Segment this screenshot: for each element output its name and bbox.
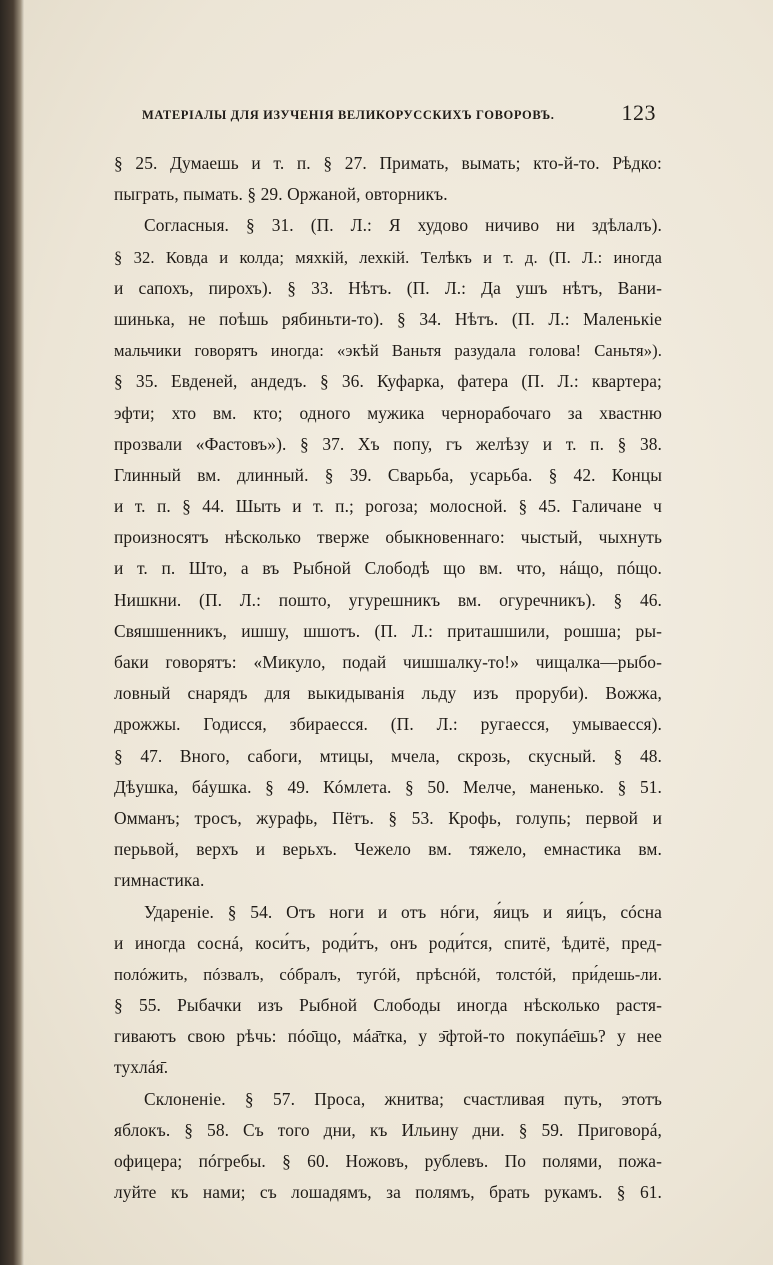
text-line: мальчики говорятъ иногда: «экѣй Ваньтя разудала голова! Саньтя»).	[114, 341, 662, 361]
text-line: Согласныя. § 31. (П. Л.: Я худово ничиво ни здѣлалъ).	[144, 215, 662, 236]
text-line: луйте къ нами; съ лошадямъ, за полямъ, брать рукамъ. § 61.	[114, 1182, 662, 1203]
text-line: тухлáя̄.	[114, 1057, 169, 1078]
text-line: яблокъ. § 58. Съ того дни, къ Ильину дни. § 59. Приговорá,	[114, 1119, 662, 1140]
text-line: Склоненіе. § 57. Проса, жнитва; счастливая путь, этотъ	[144, 1088, 662, 1109]
text-line: шинька, не поѣшь рябиньти-то). § 34. Нѣтъ. (П. Л.: Маленькіе	[114, 308, 662, 329]
page-number: 123	[621, 100, 656, 125]
text-line: Свяшшенникъ, ишшу, шшотъ. (П. Л.: приташшили, рошша; ры-	[114, 620, 662, 641]
text-line: ловный снарядъ для выкидыванія льду изъ проруби). Вожжа,	[114, 683, 662, 704]
text-line: прозвали «Фастовъ»). § 37. Хъ попу, гъ желѣзу и т. п. § 38.	[114, 433, 662, 454]
text-line: § 25. Думаешь и т. п. § 27. Примать, вымать; кто-й-то. Рѣдко:	[114, 153, 662, 173]
text-line: офицера; пóгребы. § 60. Ножовъ, рублевъ. По полями, пожа-	[114, 1151, 662, 1171]
body-text	[114, 148, 662, 1208]
text-line: Нишкни. (П. Л.: пошто, угурешникъ вм. огуречникъ). § 46.	[114, 589, 662, 610]
book-spine-shadow	[0, 0, 24, 1265]
text-line: § 32. Ковда и колда; мяхкій, лехкій. Телѣкъ и т. д. (П. Л.: иногда	[114, 247, 662, 267]
text-line: § 47. Вного, сабоги, мтицы, мчела, скрозь, скусный. § 48.	[114, 745, 662, 766]
text-line: Дѣушка, бáушка. § 49. Кóмлета. § 50. Мелче, маненько. § 51.	[114, 776, 662, 797]
text-line: дрожжы. Годисся, збираесся. (П. Л.: ругаесся, умываесся).	[114, 714, 662, 735]
text-line: произносятъ нѣсколько тверже обыкновеннаго: чыстый, чыхнуть	[114, 527, 662, 548]
text-line: § 55. Рыбачки изъ Рыбной Слободы иногда нѣсколько растя-	[114, 995, 662, 1016]
text-line: § 35. Евденей, андедъ. § 36. Куфарка, фатера (П. Л.: квартера;	[114, 371, 662, 392]
text-line: Омманъ; тросъ, журафь, Пётъ. § 53. Крофь, голупь; первой и	[114, 807, 662, 828]
text-line: и сапохъ, пирохъ). § 33. Нѣтъ. (П. Л.: Да ушъ нѣтъ, Вани-	[114, 277, 662, 298]
text-line: и т. п. Што, а въ Рыбной Слободѣ що вм. что, нáщо, пóщо.	[114, 558, 662, 579]
text-line: и иногда соснá, коси́тъ, роди́тъ, онъ роди́тся, спитё, ѣдитё, пред-	[114, 932, 662, 953]
text-line: гимнастика.	[114, 870, 205, 891]
text-line: Глинный вм. длинный. § 39. Сварьба, усарьба. § 42. Концы	[114, 464, 662, 485]
page-header	[142, 100, 656, 130]
running-title: МАТЕРІАЛЫ ДЛЯ ИЗУЧЕНІЯ ВЕЛИКОРУССКИХЪ ГОВОРОВЪ.	[142, 108, 555, 122]
text-line: эфти; хто вм. кто; одного мужика чернорабочаго за хвастню	[114, 402, 662, 423]
text-line: пыграть, пымать. § 29. Оржаной, овторникъ.	[114, 184, 448, 205]
text-line: Удареніе. § 54. Отъ ноги и отъ нóги, я́ицъ и яи́цъ, сóсна	[144, 901, 662, 922]
text-line: гиваютъ свою рѣчь: пóо̄що, мáа̄тка, у э̄фтой-то покупáе̄шь? у нее	[114, 1026, 662, 1047]
book-page	[24, 0, 773, 1265]
text-line: баки говорятъ: «Микуло, подай чишшалку-то!» чищалка—рыбо-	[114, 652, 662, 672]
text-line: перьвой, верхъ и верьхъ. Чежело вм. тяжело, емнастика вм.	[114, 839, 662, 860]
text-line: и т. п. § 44. Шыть и т. п.; рогоза; молосной. § 45. Галичане ч	[114, 496, 662, 517]
text-line: полóжить, пóзвалъ, сóбралъ, тугóй, прѣснóй, толстóй, при́дешь-ли.	[114, 964, 662, 984]
